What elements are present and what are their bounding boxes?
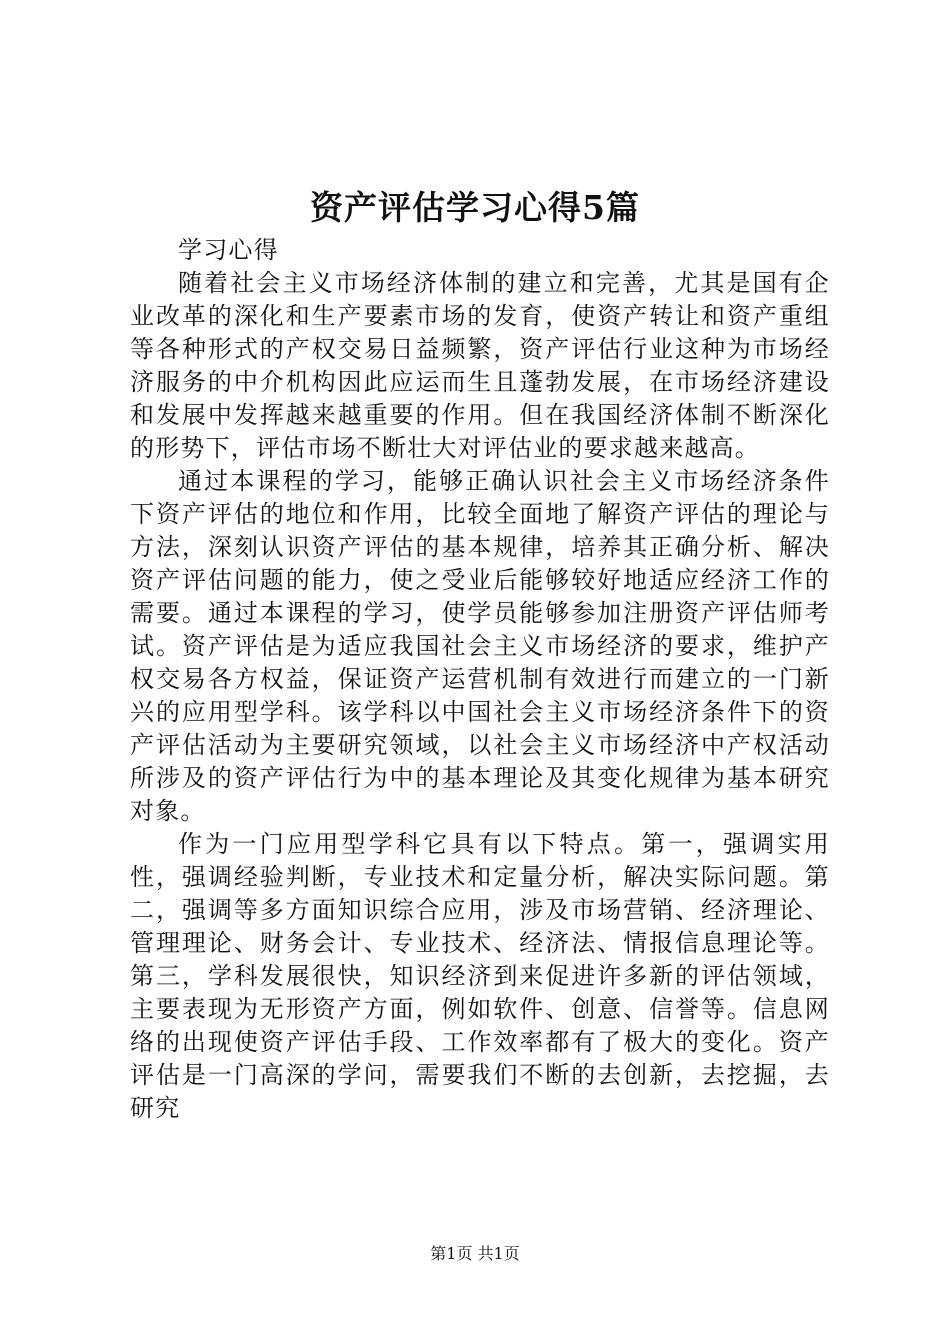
paragraph-3: 作为一门应用型学科它具有以下特点。第一，强调实用性，强调经验判断，专业技术和定量分析，解决实际问题。第二，强调等多方面知识综合应用，涉及市场营销、经济理论、管理理论、财务会计、专业技术、经济法、情报信息理论等。第三，学科发展很快，知识经济到来促进许多新的评估领域，主要表现为无形资产方面，例如软件、创意、信誉等。信息网络的出现使资产评估手段、工作效率都有了极大的变化。资产评估是一门高深的学问，需要我们不断的去创新，去挖掘，去研究 — [130, 830, 830, 1122]
document-body — [130, 234, 830, 1125]
section-subheading: 学习心得 — [178, 236, 279, 264]
page-footer: 第1页 共1页 — [430, 1244, 520, 1263]
paragraph-1: 随着社会主义市场经济体制的建立和完善，尤其是国有企业改革的深化和生产要素市场的发育，使资产转让和资产重组等各种形式的产权交易日益频繁，资产评估行业这种为市场经济服务的中介机构因此应运而生且蓬勃发展，在市场经济建设和发展中发挥越来越重要的作用。但在我国经济体制不断深化的形势下，评估市场不断壮大对评估业的要求越来越高。 — [130, 269, 830, 462]
document-title: 资产评估学习心得5篇 — [310, 188, 640, 227]
paragraph-2: 通过本课程的学习，能够正确认识社会主义市场经济条件下资产评估的地位和作用，比较全面地了解资产评估的理论与方法，深刻认识资产评估的基本规律，培养其正确分析、解决资产评估问题的能力，使之受业后能够较好地适应经济工作的需要。通过本课程的学习，使学员能够参加注册资产评估师考试。资产评估是为适应我国社会主义市场经济的要求，维护产权交易各方权益，保证资产运营机制有效进行而建立的一门新兴的应用型学科。该学科以中国社会主义市场经济条件下的资产评估活动为主要研究领域，以社会主义市场经济中产权活动所涉及的资产评估行为中的基本理论及其变化规律为基本研究对象。 — [130, 467, 830, 825]
